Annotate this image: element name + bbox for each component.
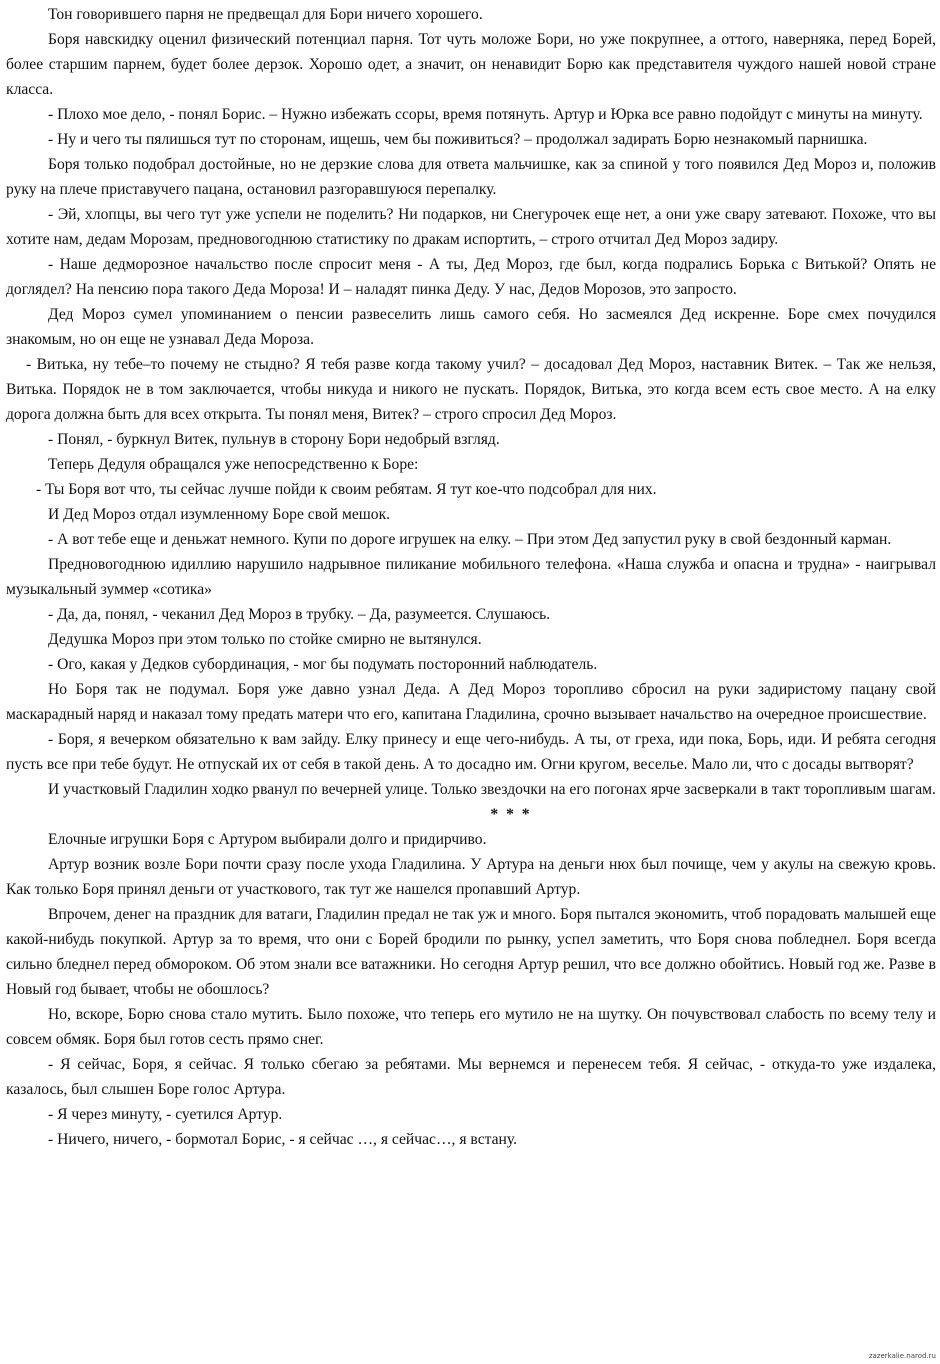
section-separator: * * * bbox=[490, 806, 532, 823]
paragraph: Дедушка Мороз при этом только по стойке смирно не вытянулся. bbox=[48, 631, 482, 648]
paragraph: Артур возник возле Бори почти сразу после ухода Гладилина. У Артура на деньги нюх был почище, чем у акулы на свежую кровь. Как только Боря принял деньги от участкового, так тут же нашелся пропавший Артур. bbox=[6, 856, 936, 898]
paragraph: - Витька, ну тебе–то почему не стыдно? Я тебя разве когда такому учил? – досадовал Дед Мороз, наставник Витек. – Так же нельзя, Витька. Порядок не в том заключается, чтобы никуда и никого не пускать. Порядок, Витька, это когда всем есть свое место. А на елку дорога должна быть для всех открыта. Ты понял меня, Витек? – строго спросил Дед Мороз. bbox=[6, 356, 936, 423]
paragraph: - Я сейчас, Боря, я сейчас. Я только сбегаю за ребятами. Мы вернемся и перенесем тебя. Я сейчас, - откуда-то уже издалека, казалось, был слышен Боре голос Артура. bbox=[6, 1056, 936, 1098]
paragraph: - Наше дедморозное начальство после спросит меня - А ты, Дед Мороз, где был, когда подрались Борька с Витькой? Опять не доглядел? На пенсию пора такого Деда Мороза! И – наладят пинка Деду. У нас, Дедов Морозов, это запросто. bbox=[6, 256, 936, 298]
paragraph: - Эй, хлопцы, вы чего тут уже успели не поделить? Ни подарков, ни Снегурочек еще нет, а они уже свару затевают. Похоже, что вы хотите нам, дедам Морозам, предновогоднюю статистику по дракам испортить, – строго отчитал Дед Мороз задиру. bbox=[6, 206, 936, 248]
paragraph: - Ну и чего ты пялишься тут по сторонам, ищешь, чем бы поживиться? – продолжал задирать Борю незнакомый парнишка. bbox=[48, 131, 868, 148]
paragraph: Но, вскоре, Борю снова стало мутить. Было похоже, что теперь его мутило не на шутку. Он почувствовал слабость по всему телу и совсем обмяк. Боря был готов сесть прямо снег. bbox=[6, 1006, 936, 1048]
paragraph: Боря только подобрал достойные, но не дерзкие слова для ответа мальчишке, как за спиной у того появился Дед Мороз и, положив руку на плече приставучего пацана, остановил разгоравшуюся перепалку. bbox=[6, 156, 936, 198]
paragraph: - Боря, я вечерком обязательно к вам зайду. Елку принесу и еще чего-нибудь. А ты, от греха, иди пока, Борь, иди. И ребята сегодня пусть все при тебе будут. Не отпускай их от себя в такой день. А то досадно им. Огни кругом, веселье. Мало ли, что с досады вытворят? bbox=[6, 731, 936, 773]
paragraph: Но Боря так не подумал. Боря уже давно узнал Деда. А Дед Мороз торопливо сбросил на руки задиристому пацану свой маскарадный наряд и наказал тому предать матери что его, капитана Гладилина, срочно вызывает начальство на очередное происшествие. bbox=[6, 681, 936, 723]
paragraph: И Дед Мороз отдал изумленному Боре свой мешок. bbox=[48, 506, 391, 523]
paragraph: - Понял, - буркнул Витек, пульнув в сторону Бори недобрый взгляд. bbox=[48, 431, 500, 448]
paragraph: - А вот тебе еще и деньжат немного. Купи по дороге игрушек на елку. – При этом Дед запустил руку в свой бездонный карман. bbox=[48, 531, 892, 548]
document-page bbox=[6, 2, 936, 1152]
paragraph: Тон говорившего парня не предвещал для Бори ничего хорошего. bbox=[48, 6, 483, 23]
paragraph: И участковый Гладилин ходко рванул по вечерней улице. Только звездочки на его погонах ярче засверкали в такт торопливым шагам. bbox=[48, 781, 936, 798]
paragraph: - Плохо мое дело, - понял Борис. – Нужно избежать ссоры, время потянуть. Артур и Юрка все равно подойдут с минуты на минуту. bbox=[48, 106, 923, 123]
paragraph: Теперь Дедуля обращался уже непосредственно к Боре: bbox=[48, 456, 419, 473]
paragraph: - Я через минуту, - суетился Артур. bbox=[48, 1106, 283, 1123]
paragraph: Боря навскидку оценил физический потенциал парня. Тот чуть моложе Бори, но уже покрупнее, а оттого, наверняка, перед Борей, более старшим парнем, будет более дерзок. Хорошо одет, а значит, он ненавидит Борю как представителя чуждого нашей новой стране класса. bbox=[6, 31, 936, 98]
paragraph: - Ничего, ничего, - бормотал Борис, - я сейчас …, я сейчас…, я встану. bbox=[48, 1131, 518, 1148]
paragraph: Впрочем, денег на праздник для ватаги, Гладилин предал не так уж и много. Боря пытался экономить, чтоб порадовать малышей еще какой-нибудь покупкой. Артур за то время, что они с Борей бродили по рынку, успел заметить, что Боря снова побледнел. Боря всегда сильно бледнел перед обмороком. Об этом знали все ватажники. Но сегодня Артур решил, что все должно обойтись. Новый год же. Разве в Новый год бывает, чтобы не обошлось? bbox=[6, 906, 936, 998]
paragraph: Елочные игрушки Боря с Артуром выбирали долго и придирчиво. bbox=[48, 831, 487, 848]
paragraph: - Ты Боря вот что, ты сейчас лучше пойди к своим ребятам. Я тут кое-что подсобрал для них. bbox=[36, 481, 657, 498]
paragraph: - Да, да, понял, - чеканил Дед Мороз в трубку. – Да, разумеется. Слушаюсь. bbox=[48, 606, 551, 623]
paragraph: Предновогоднюю идиллию нарушило надрывное пиликание мобильного телефона. «Наша служба и опасна и трудна» - наигрывал музыкальный зуммер «сотика» bbox=[6, 556, 936, 598]
paragraph: - Ого, какая у Дедков субординация, - мог бы подумать посторонний наблюдатель. bbox=[48, 656, 598, 673]
paragraph: Дед Мороз сумел упоминанием о пенсии развеселить лишь самого себя. Но засмеялся Дед искренне. Боре смех почудился знакомым, но он еще не узнавал Деда Мороза. bbox=[6, 306, 936, 348]
watermark: zazerkalie.narod.ru bbox=[868, 1352, 936, 1360]
